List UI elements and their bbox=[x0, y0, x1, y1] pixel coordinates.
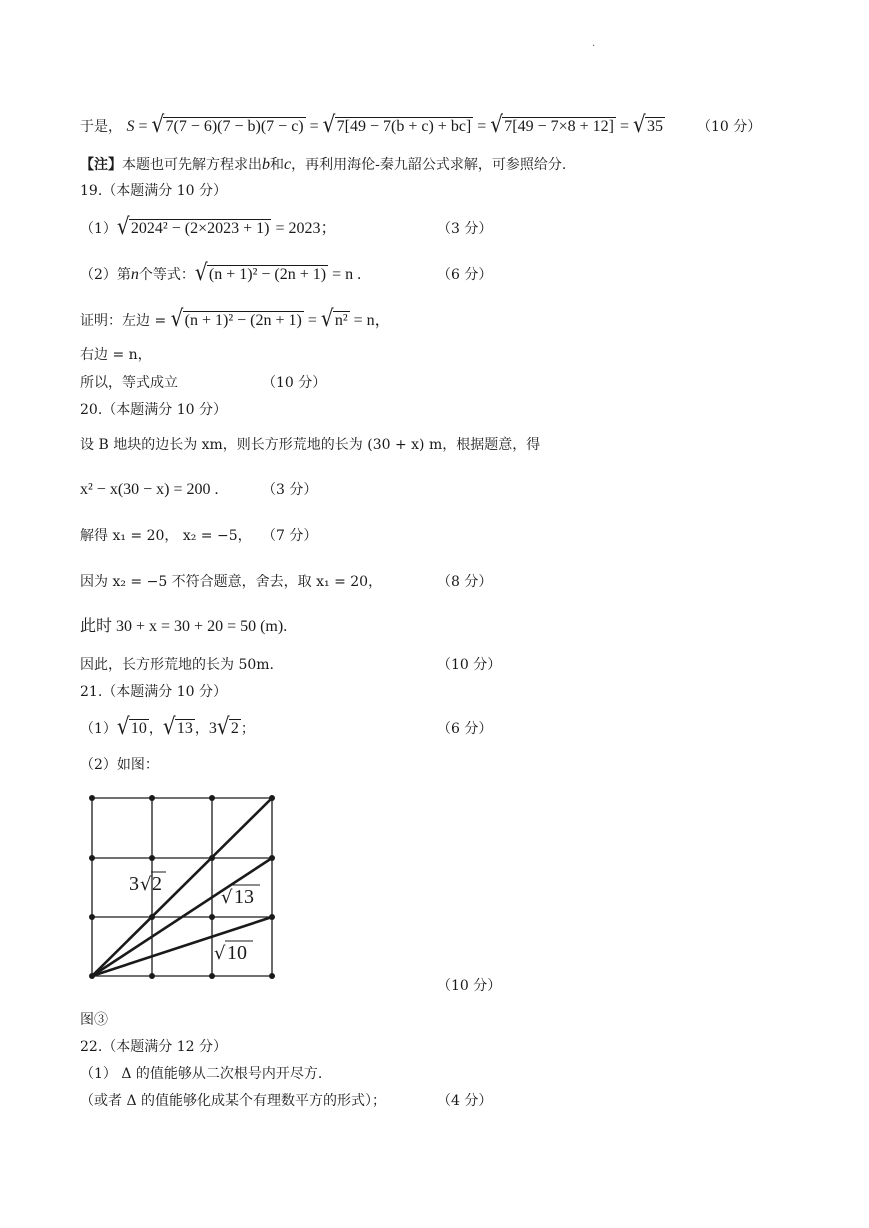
score-l1: （10 分） bbox=[697, 119, 762, 135]
sqrt-expr-3: √ 7[49 − 7×8 + 12] bbox=[491, 117, 616, 137]
coef-3: 3 bbox=[208, 720, 217, 737]
sqrt-expr-2: √ 7[49 − 7(b + c) + bc] bbox=[324, 117, 474, 137]
expr-rest: = n . bbox=[328, 266, 362, 283]
expr-rest: = 2023； bbox=[271, 220, 337, 237]
var-b: b bbox=[262, 156, 270, 173]
sqrt-expr: √ n² bbox=[322, 311, 350, 331]
var-c: c bbox=[284, 156, 292, 173]
sqrt-expr: √ 2024² − (2×2023 + 1) bbox=[118, 219, 272, 239]
sqrt-expr-4: √ 35 bbox=[634, 117, 665, 137]
part-label: （2）第 bbox=[80, 267, 131, 283]
label-3sqrt2-radicand: 2 bbox=[152, 873, 162, 895]
eq-sign: = bbox=[303, 312, 321, 329]
q20-equation: x² − x(30 − x) = 200 . bbox=[80, 481, 219, 498]
note-text-2: 和 bbox=[270, 157, 284, 173]
var-n: n bbox=[130, 266, 139, 283]
q21-part1 bbox=[80, 719, 255, 739]
part-text: 个等式： bbox=[138, 267, 195, 283]
sqrt-10: √ 10 bbox=[118, 719, 149, 739]
q19-title: 19.（本题满分 10 分） bbox=[80, 183, 227, 199]
eq-sign: = bbox=[473, 118, 491, 135]
figure-caption: 图③ bbox=[80, 1012, 108, 1028]
score-q20-eq: （3 分） bbox=[262, 482, 318, 498]
sqrt-expr-1: √ 7(7 − 6)(7 − b)(7 − c) bbox=[152, 117, 305, 137]
q19-conclusion: 所以，等式成立 bbox=[80, 375, 178, 391]
part-label: （1） bbox=[80, 221, 117, 237]
separator: ， bbox=[194, 721, 209, 737]
q20-title: 20.（本题满分 10 分） bbox=[80, 402, 227, 418]
grid-figure bbox=[80, 786, 280, 986]
end-mark: ； bbox=[240, 721, 255, 737]
part-label: （1） bbox=[80, 721, 117, 737]
q22-part1: （1） Δ 的值能够从二次根号内开尽方. bbox=[80, 1066, 323, 1082]
note-text-3: ，再利用海伦-秦九韶公式求解，可参照给分. bbox=[291, 157, 567, 173]
q21-title: 21.（本题满分 10 分） bbox=[80, 684, 227, 700]
label-sqrt13-radical: √ bbox=[221, 887, 233, 908]
label-sqrt10-radicand: 10 bbox=[227, 942, 247, 964]
eq-sign: = bbox=[305, 118, 323, 135]
q20-now: 此时 30 + x = 30 + 20 = 50 (m). bbox=[80, 618, 288, 635]
note-tag: 【注】 bbox=[80, 157, 122, 173]
header-dot: . bbox=[592, 38, 596, 49]
sqrt-expr: √ (n + 1)² − (2n + 1) bbox=[172, 311, 304, 331]
q20-solve: 解得 x₁ = 20， x₂ = −5， bbox=[80, 528, 252, 544]
q22-title: 22.（本题满分 12 分） bbox=[80, 1039, 227, 1055]
note-line bbox=[80, 155, 566, 175]
eq-sign: = bbox=[134, 118, 152, 135]
q19-part2 bbox=[80, 265, 361, 285]
sqrt-2: √ 2 bbox=[218, 719, 241, 739]
label-sqrt13-radicand: 13 bbox=[234, 886, 254, 908]
q19-proof bbox=[80, 311, 391, 331]
text-prefix: 于是， bbox=[80, 119, 122, 135]
score-q20-solve: （7 分） bbox=[262, 528, 318, 544]
score-q19-concl: （10 分） bbox=[262, 375, 327, 391]
q20-reject: 因为 x₂ = −5 不符合题意，舍去，取 x₁ = 20， bbox=[80, 574, 383, 590]
proof-label: 证明：左边 = bbox=[80, 313, 171, 329]
score-q19-p2: （6 分） bbox=[437, 267, 493, 283]
score-q20-ans: （10 分） bbox=[437, 657, 502, 673]
q20-setup: 设 B 地块的边长为 xm，则长方形荒地的长为 (30 + x) m，根据题意，得 bbox=[80, 437, 541, 453]
label-3sqrt2-radical: √ bbox=[140, 874, 152, 895]
score-q21-p1: （6 分） bbox=[437, 721, 493, 737]
score-q19-p1: （3 分） bbox=[437, 221, 493, 237]
q19-part1 bbox=[80, 219, 336, 239]
score-q20-reject: （8 分） bbox=[437, 574, 493, 590]
sqrt-13: √ 13 bbox=[164, 719, 195, 739]
eq-sign: = bbox=[616, 118, 634, 135]
q20-answer: 因此，长方形荒地的长为 50m. bbox=[80, 657, 274, 673]
q19-right: 右边 = n， bbox=[80, 347, 152, 363]
label-3sqrt2-coef: 3 bbox=[129, 873, 139, 895]
expr-rest: = n， bbox=[349, 312, 391, 329]
q21-part2: （2）如图： bbox=[80, 757, 159, 773]
separator: ， bbox=[148, 721, 163, 737]
sqrt-expr: √ (n + 1)² − (2n + 1) bbox=[196, 265, 328, 285]
label-sqrt10-radical: √ bbox=[214, 943, 226, 964]
q22-part1b: （或者 Δ 的值能够化成某个有理数平方的形式）； bbox=[80, 1093, 387, 1109]
var-S: S bbox=[126, 118, 135, 135]
note-text-1: 本题也可先解方程求出 bbox=[122, 157, 262, 173]
score-q21-fig: （10 分） bbox=[437, 978, 502, 994]
score-q22-p1: （4 分） bbox=[437, 1093, 493, 1109]
line-heron-result bbox=[80, 117, 665, 137]
